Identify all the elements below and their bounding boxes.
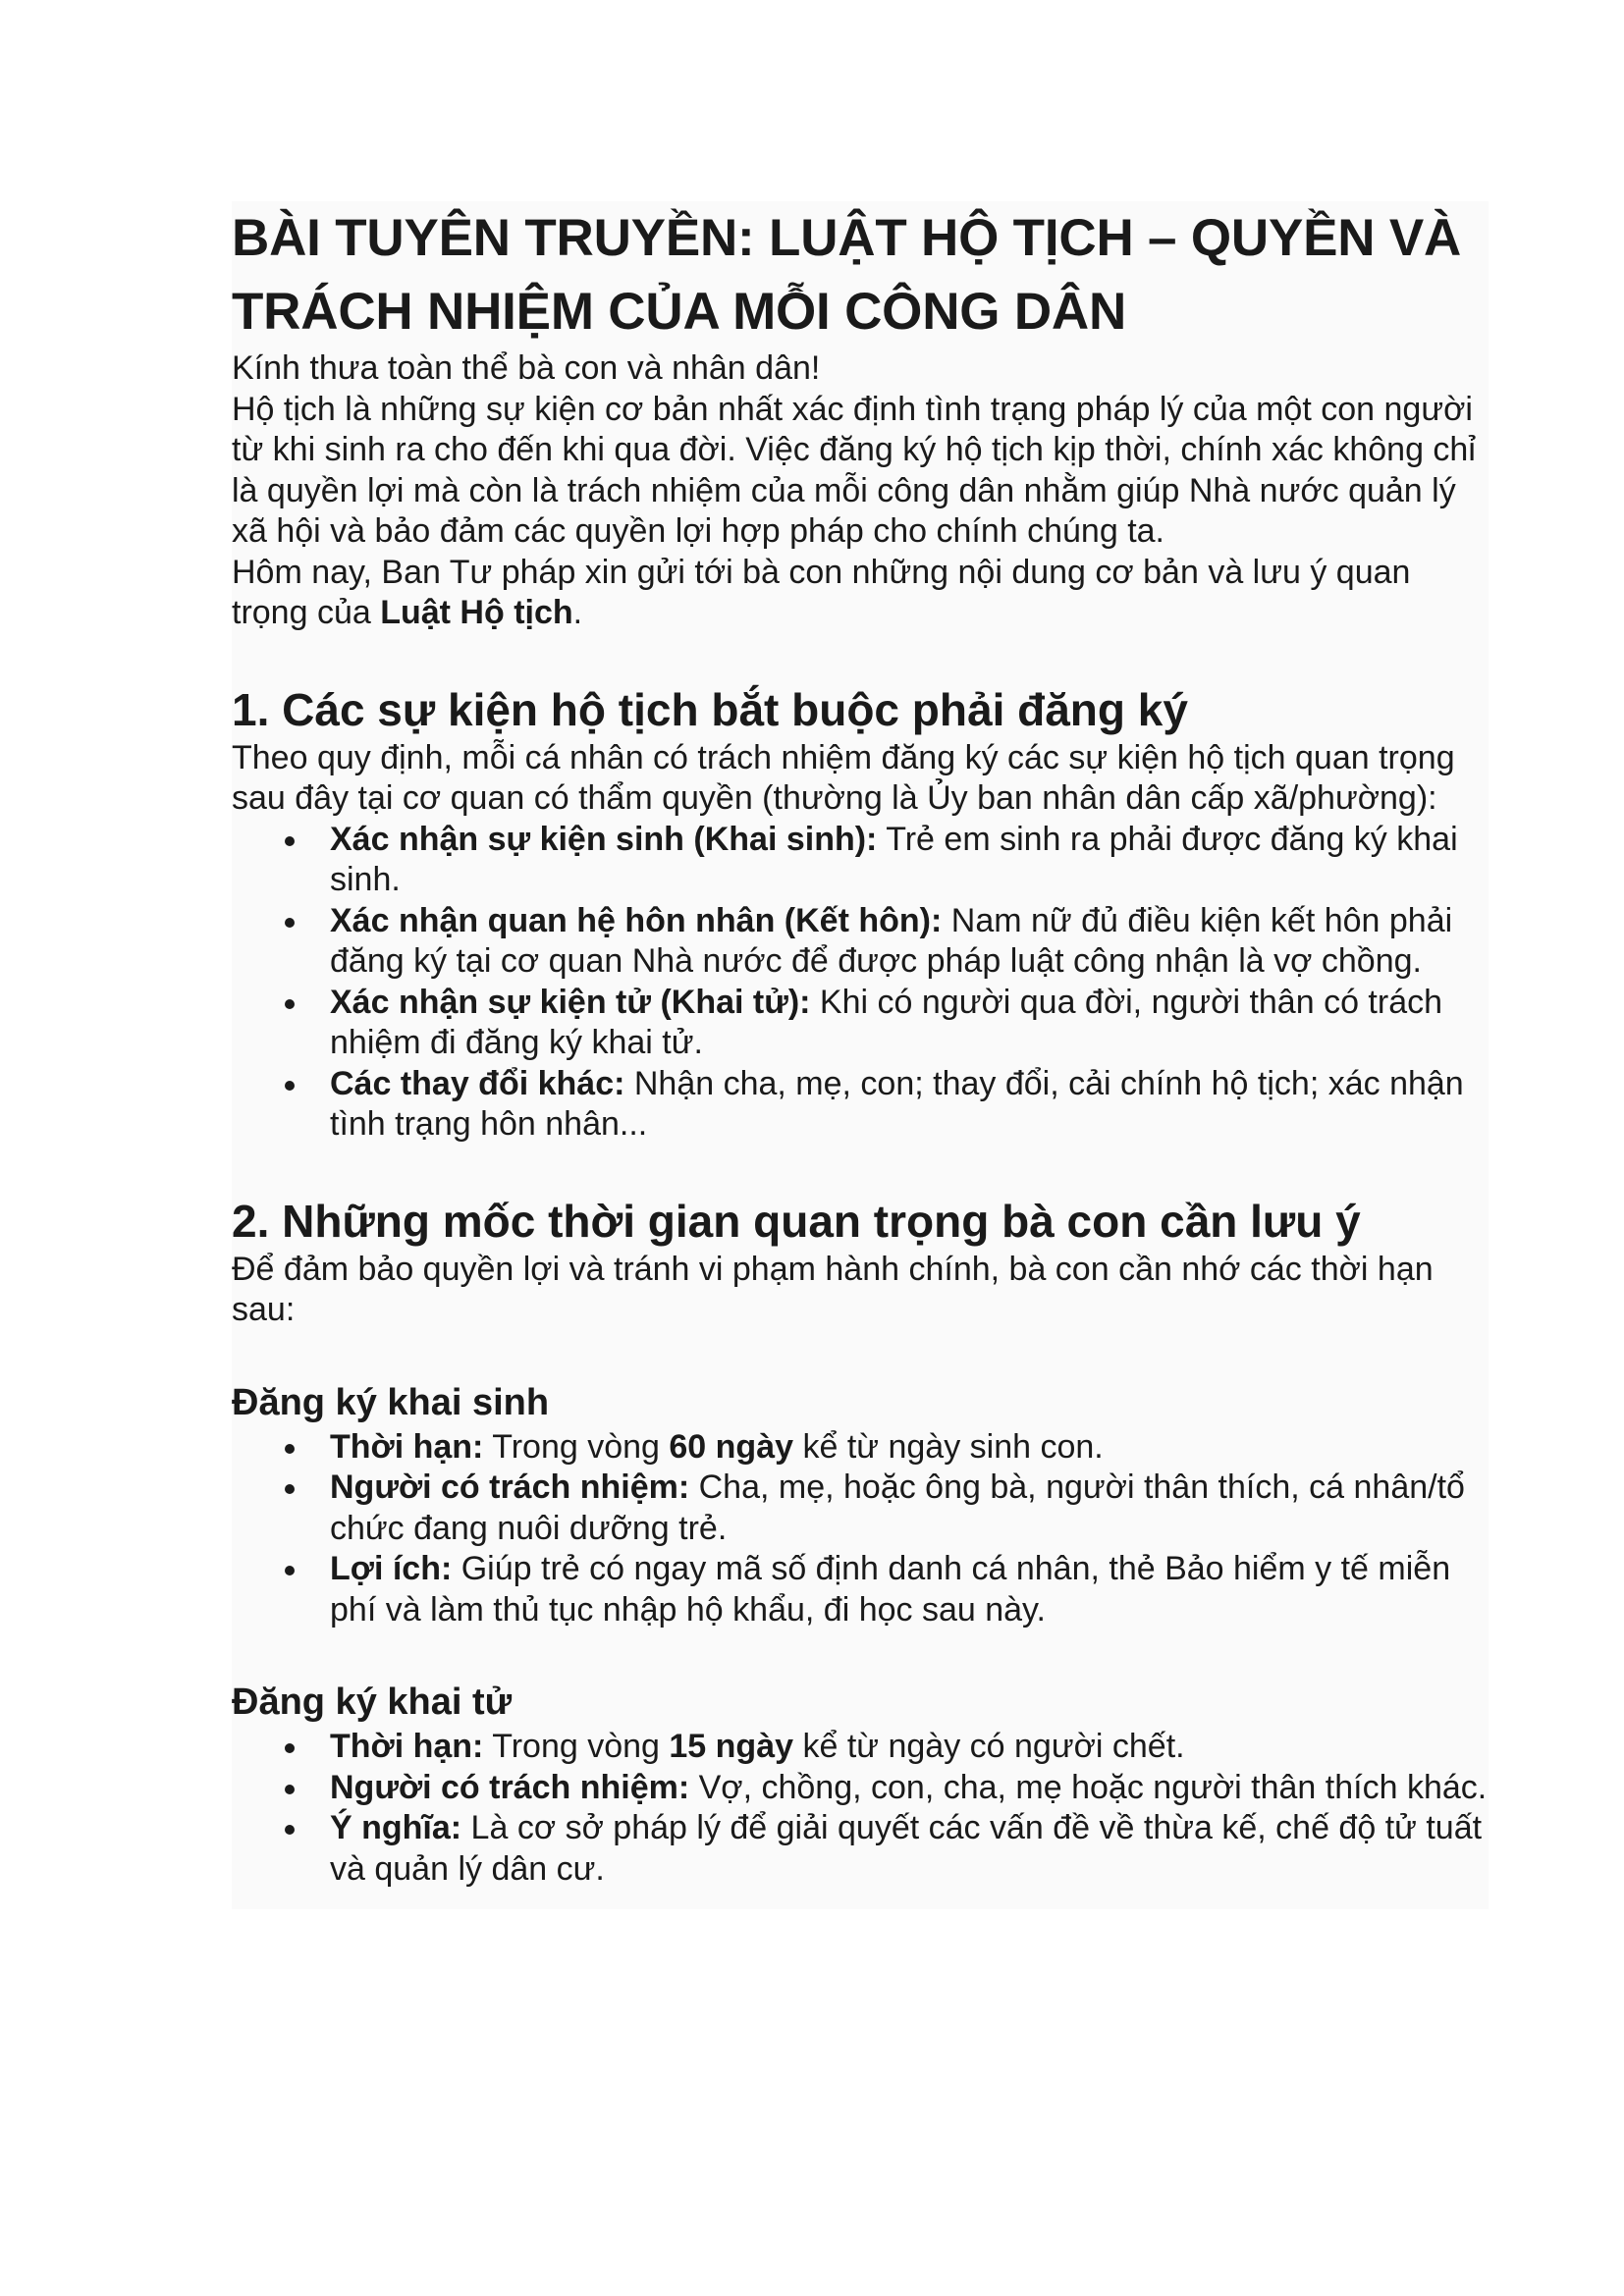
birth-registration-list xyxy=(232,1427,1489,1631)
list-item xyxy=(277,1549,1489,1630)
list-item xyxy=(277,1808,1489,1890)
item-label: Người có trách nhiệm: xyxy=(330,1768,690,1806)
birth-registration-heading: Đăng ký khai sinh xyxy=(232,1381,550,1423)
bullet-icon xyxy=(285,1825,295,1835)
section-2-heading: 2. Những mốc thời gian quan trọng bà con cần lưu ý xyxy=(232,1195,1361,1247)
item-text: Giúp trẻ có ngay mã số định danh cá nhân, thẻ Bảo hiểm y tế miễn phí và làm thủ tục nhập hộ khẩu, đi học sau này. xyxy=(330,1550,1451,1629)
bullet-icon xyxy=(285,1484,295,1494)
list-item xyxy=(277,1768,1489,1809)
item-text: Vợ, chồng, con, cha, mẹ hoặc người thân thích khác. xyxy=(689,1768,1488,1806)
item-text: kể từ ngày có người chết. xyxy=(793,1728,1185,1765)
list-item xyxy=(277,983,1489,1064)
item-label: Xác nhận sự kiện tử (Khai tử): xyxy=(330,983,811,1021)
section-1-list xyxy=(232,820,1489,1146)
section-1-intro: Theo quy định, mỗi cá nhân có trách nhiệm đăng ký các sự kiện hộ tịch quan trọng sau đây tại cơ quan có thẩm quyền (thường là Ủy ban nhân dân cấp xã/phường): xyxy=(232,738,1455,817)
item-label: Thời hạn: xyxy=(330,1728,484,1765)
bullet-icon xyxy=(285,1081,295,1091)
item-text: Khi có người qua đời, người thân có trách nhiệm đi đăng ký khai tử. xyxy=(330,983,1443,1061)
item-label: Thời hạn: xyxy=(330,1427,484,1466)
intro-paragraph: Hộ tịch là những sự kiện cơ bản nhất xác định tình trạng pháp lý của một con người từ khi sinh ra cho đến khi qua đời. Việc đăng ký hộ tịch kịp thời, chính xác không chỉ là quyền lợi mà còn là trách nhiệm của mỗi công dân nhằm giúp Nhà nước quản lý xã hội và bảo đảm các quyền lợi hợp pháp cho chính chúng ta. xyxy=(232,390,1476,550)
item-label: Các thay đổi khác: xyxy=(330,1064,625,1102)
item-label: Xác nhận quan hệ hôn nhân (Kết hôn): xyxy=(330,901,943,939)
item-text: Trẻ em sinh ra phải được đăng ký khai sinh. xyxy=(330,820,1458,898)
death-registration-list xyxy=(232,1727,1489,1890)
intro-closing xyxy=(232,553,1489,634)
item-label: Xác nhận sự kiện sinh (Khai sinh): xyxy=(330,820,878,858)
bullet-icon xyxy=(285,1444,295,1454)
item-text: Trong vòng xyxy=(483,1728,670,1765)
bullet-icon xyxy=(285,1743,295,1753)
item-text: kể từ ngày sinh con. xyxy=(793,1427,1104,1466)
item-text: Nhận cha, mẹ, con; thay đổi, cải chính hộ tịch; xác nhận tình trạng hôn nhân... xyxy=(330,1064,1464,1143)
list-item xyxy=(277,1427,1489,1468)
item-text: Trong vòng xyxy=(483,1427,670,1466)
bullet-icon xyxy=(285,1785,295,1794)
bullet-icon xyxy=(285,918,295,928)
bullet-icon xyxy=(285,999,295,1009)
list-item xyxy=(277,1727,1489,1768)
document-body xyxy=(232,201,1489,1909)
intro-closing-suffix: . xyxy=(572,594,583,631)
section-2-intro: Để đảm bảo quyền lợi và tránh vi phạm hành chính, bà con cần nhớ các thời hạn sau: xyxy=(232,1250,1434,1328)
list-item xyxy=(277,820,1489,901)
item-text: Nam nữ đủ điều kiện kết hôn phải đăng ký tại cơ quan Nhà nước để được pháp luật công nhận là vợ chồng. xyxy=(330,901,1453,980)
bullet-icon xyxy=(285,836,295,846)
greeting: Kính thưa toàn thể bà con và nhân dân! xyxy=(232,349,821,387)
deadline-value: 15 ngày xyxy=(669,1728,794,1765)
list-item xyxy=(277,1064,1489,1146)
intro-closing-text: Hôm nay, Ban Tư pháp xin gửi tới bà con những nội dung cơ bản và lưu ý quan trọng của xyxy=(232,553,1411,631)
page-title: BÀI TUYÊN TRUYỀN: LUẬT HỘ TỊCH – QUYỀN VÀ TRÁCH NHIỆM CỦA MỖI CÔNG DÂN xyxy=(232,209,1462,341)
item-label: Lợi ích: xyxy=(330,1550,453,1587)
item-label: Ý nghĩa: xyxy=(330,1809,462,1846)
deadline-value: 60 ngày xyxy=(669,1427,794,1466)
item-label: Người có trách nhiệm: xyxy=(330,1468,690,1506)
list-item xyxy=(277,901,1489,983)
death-registration-heading: Đăng ký khai tử xyxy=(232,1682,513,1723)
list-item xyxy=(277,1468,1489,1549)
bullet-icon xyxy=(285,1566,295,1575)
section-1-heading: 1. Các sự kiện hộ tịch bắt buộc phải đăng ký xyxy=(232,683,1188,735)
item-text: Là cơ sở pháp lý để giải quyết các vấn đề về thừa kế, chế độ tử tuất và quản lý dân cư. xyxy=(330,1809,1483,1888)
law-name: Luật Hộ tịch xyxy=(380,594,573,631)
item-text: Cha, mẹ, hoặc ông bà, người thân thích, cá nhân/tổ chức đang nuôi dưỡng trẻ. xyxy=(330,1468,1465,1547)
